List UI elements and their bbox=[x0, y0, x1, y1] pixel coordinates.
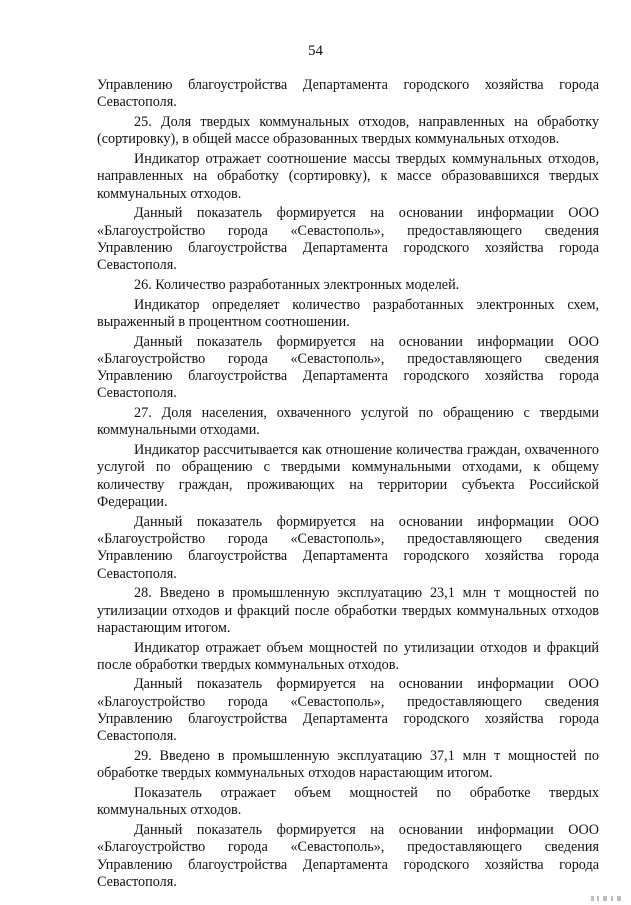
paragraph-13: Данный показатель формируется на основании информации ООО «Благоустройство города «Севастополь», предоставляющего сведения Управлению благоустройства Департамента городского хозяйства города Севастополя. bbox=[97, 676, 599, 745]
paragraph-15: Показатель отражает объем мощностей по обработке твердых коммунальных отходов. bbox=[97, 785, 599, 819]
paragraph-7: Данный показатель формируется на основании информации ООО «Благоустройство города «Севастополь», предоставляющего сведения Управлению благоустройства Департамента городского хозяйства города Севастополя. bbox=[97, 333, 599, 402]
paragraph-2: 25. Доля твердых коммунальных отходов, направленных на обработку (сортировку), в общей массе образованных твердых коммунальных отходов. bbox=[97, 113, 599, 148]
paragraph-9: Индикатор рассчитывается как отношение количества граждан, охваченного услугой по обращению с твердыми коммунальными отходами, к общему количеству граждан, проживающих на территории субъекта Российской Федерации. bbox=[97, 442, 599, 510]
paragraph-4: Данный показатель формируется на основании информации ООО «Благоустройство города «Севастополь», предоставляющего сведения Управлению благоустройства Департамента городского хозяйства города Севастополя. bbox=[97, 205, 599, 274]
paragraph-10: Данный показатель формируется на основании информации ООО «Благоустройство города «Севастополь», предоставляющего сведения Управлению благоустройства Департамента городского хозяйства города Севастополя. bbox=[97, 513, 599, 582]
document-body bbox=[97, 77, 599, 894]
paragraph-14: 29. Введено в промышленную эксплуатацию 37,1 млн т мощностей по обработке твердых коммунальных отходов нарастающим итогом. bbox=[97, 748, 599, 782]
paragraph-16: Данный показатель формируется на основании информации ООО «Благоустройство города «Севастополь», предоставляющего сведения Управлению благоустройства Департамента городского хозяйства города Севастополя. bbox=[97, 822, 599, 890]
paragraph-5: 26. Количество разработанных электронных моделей. bbox=[134, 276, 460, 293]
scan-artifact bbox=[591, 896, 625, 901]
paragraph-6: Индикатор определяет количество разработанных электронных схем, выраженный в процентном соотношении. bbox=[97, 296, 599, 330]
paragraph-8: 27. Доля населения, охваченного услугой по обращению с твердыми коммунальными отходами. bbox=[97, 405, 599, 439]
paragraph-3: Индикатор отражает соотношение массы твердых коммунальных отходов, направленных на обработку (сортировку), к массе образовавшихся твердых коммунальных отходов. bbox=[97, 150, 599, 202]
page-number: 54 bbox=[308, 43, 323, 59]
paragraph-12: Индикатор отражает объем мощностей по утилизации отходов и фракций после обработки твердых коммунальных отходов. bbox=[97, 639, 599, 673]
paragraph-1: Управлению благоустройства Департамента городского хозяйства города Севастополя. bbox=[97, 77, 599, 111]
paragraph-11: 28. Введено в промышленную эксплуатацию 23,1 млн т мощностей по утилизации отходов и фракций после обработки твердых коммунальных отходов нарастающим итогом. bbox=[97, 585, 599, 636]
